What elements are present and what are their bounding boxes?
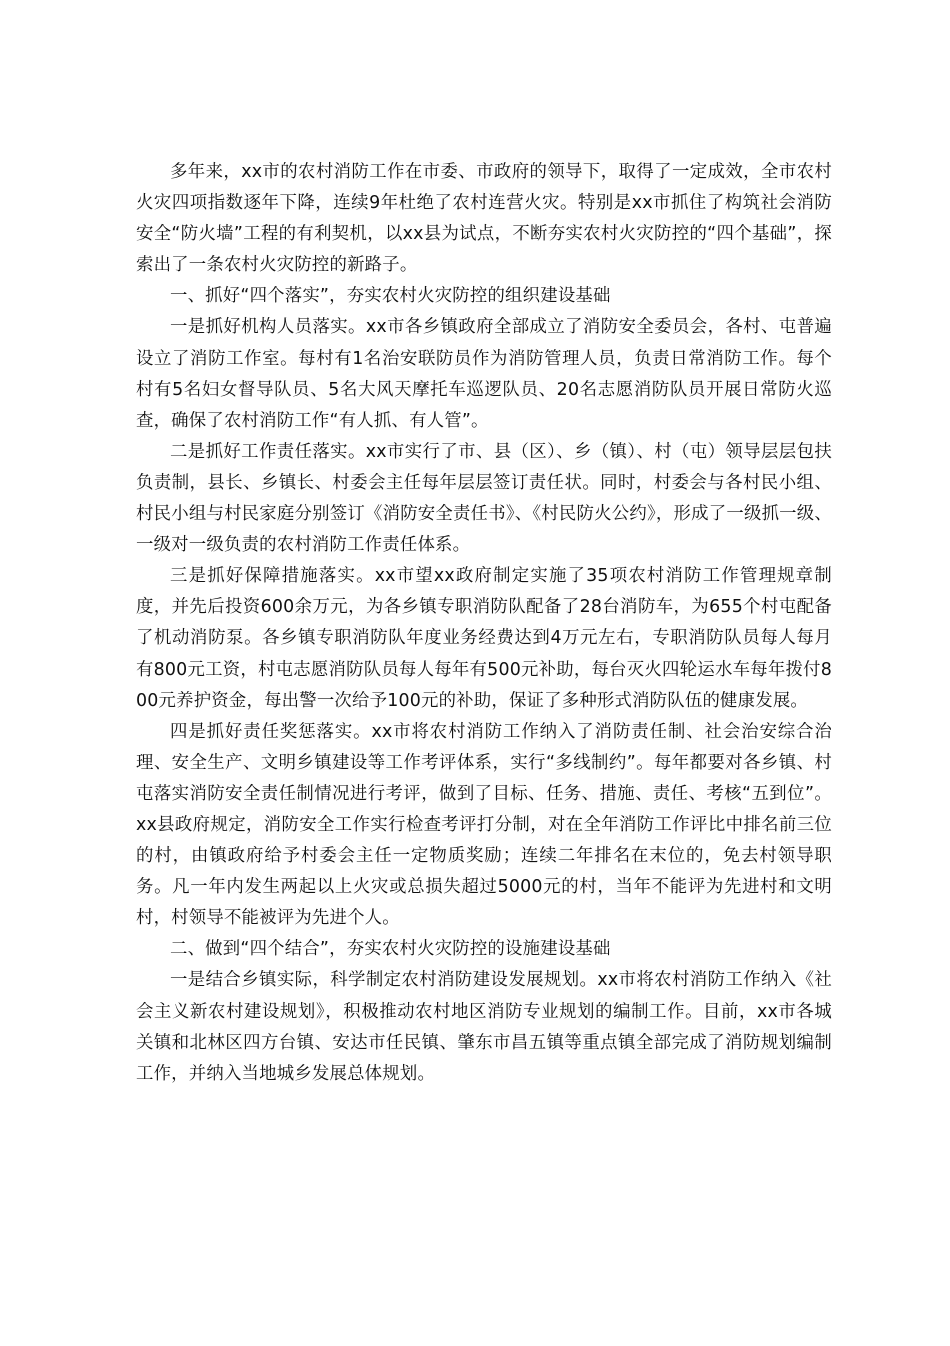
- paragraph-intro: 多年来，xx市的农村消防工作在市委、市政府的领导下，取得了一定成效，全市农村火灾四项指数逐年下降，连续9年杜绝了农村连营火灾。特别是xx市抓住了构筑社会消防安全“防火墙”工程的有利契机，以xx县为试点，不断夯实农村火灾防控的“四个基础”，探索出了一条农村火灾防控的新路子。: [136, 162, 832, 276]
- document-body: [136, 157, 832, 1090]
- paragraph-rewards-penalties: 四是抓好责任奖惩落实。xx市将农村消防工作纳入了消防责任制、社会治安综合治理、安全生产、文明乡镇建设等工作考评体系，实行“多线制约”。每年都要对各乡镇、村屯落实消防安全责任制情况进行考评，做到了目标、任务、措施、责任、考核“五到位”。xx县政府规定，消防安全工作实行检查考评打分制，对在全年消防工作评比中排名前三位的村，由镇政府给予村委会主任一定物质奖励；连续二年排名在末位的，免去村领导职务。凡一年内发生两起以上火灾或总损失超过5000元的村，当年不能评为先进村和文明村，村领导不能被评为先进个人。: [136, 721, 832, 929]
- paragraph-personnel: 一是抓好机构人员落实。xx市各乡镇政府全部成立了消防安全委员会，各村、屯普遍设立了消防工作室。每村有1名治安联防员作为消防管理人员，负责日常消防工作。每个村有5名妇女督导队员、5名大风天摩托车巡逻队员、20名志愿消防队员开展日常防火巡查，确保了农村消防工作“有人抓、有人管”。: [136, 317, 832, 431]
- paragraph-responsibility: 二是抓好工作责任落实。xx市实行了市、县（区）、乡（镇）、村（屯）领导层层包扶负责制，县长、乡镇长、村委会主任每年层层签订责任状。同时，村委会与各村民小组、村民小组与村民家庭分别签订《消防安全责任书》、《村民防火公约》，形成了一级抓一级、一级对一级负责的农村消防工作责任体系。: [136, 441, 832, 556]
- section-heading-2: 二、做到“四个结合”，夯实农村火灾防控的设施建设基础: [170, 939, 611, 960]
- paragraph-safeguards: 三是抓好保障措施落实。xx市望xx政府制定实施了35项农村消防工作管理规章制度，并先后投资600余万元，为各乡镇专职消防队配备了28台消防车，为655个村屯配备了机动消防泵。各乡镇专职消防队年度业务经费达到4万元左右，专职消防队员每人每月有800元工资，村屯志愿消防队员每人每年有500元补助，每台灭火四轮运水车每年拨付800元养护资金，每出警一次给予100元的补助，保证了多种形式消防队伍的健康发展。: [136, 566, 832, 711]
- section-heading-1: 一、抓好“四个落实”，夯实农村火灾防控的组织建设基础: [170, 286, 611, 307]
- paragraph-planning: 一是结合乡镇实际，科学制定农村消防建设发展规划。xx市将农村消防工作纳入《社会主义新农村建设规划》，积极推动农村地区消防专业规划的编制工作。目前，xx市各城关镇和北林区四方台镇、安达市任民镇、肇东市昌五镇等重点镇全部完成了消防规划编制工作，并纳入当地城乡发展总体规划。: [136, 970, 832, 1084]
